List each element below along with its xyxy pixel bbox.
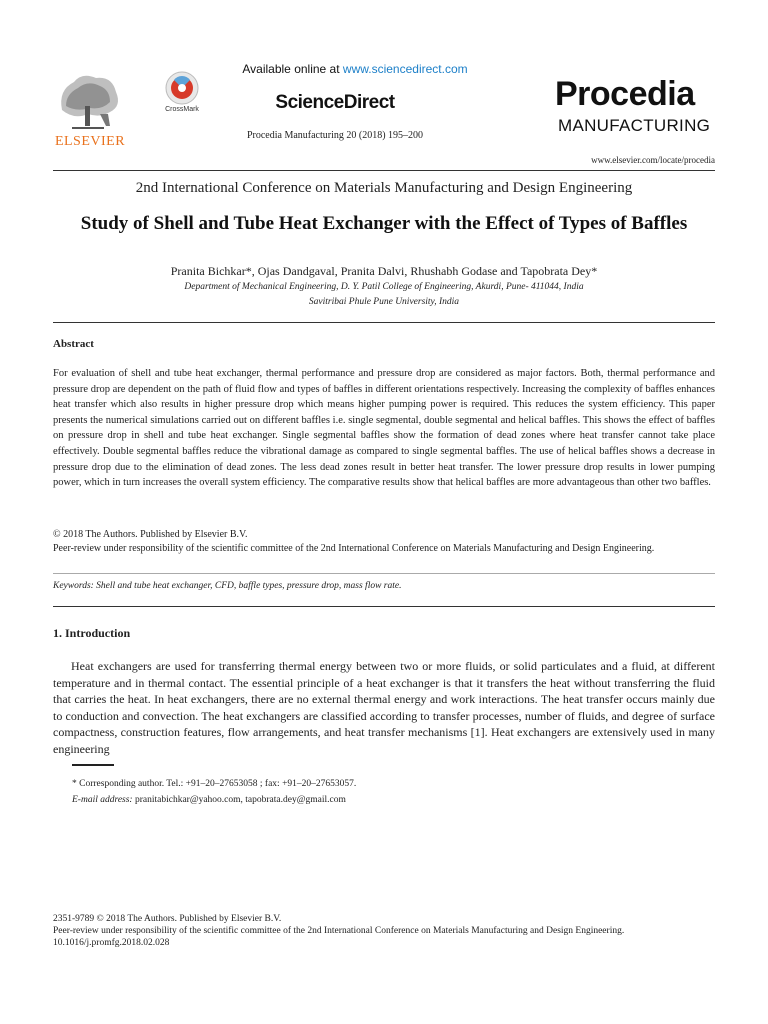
author-list: Pranita Bichkar*, Ojas Dandgaval, Pranita Dalvi, Rhushabh Godase and Tapobrata Dey* — [170, 264, 598, 278]
footnote-rule — [72, 764, 114, 766]
sciencedirect-logo: ScienceDirect — [275, 92, 395, 113]
procedia-logo-subtitle: MANUFACTURING — [558, 116, 711, 135]
email-note — [72, 792, 712, 808]
abstract-bottom-divider — [53, 606, 715, 607]
abstract-heading: Abstract — [53, 338, 94, 350]
sciencedirect-link[interactable]: www.sciencedirect.com — [342, 62, 468, 76]
crossmark-label: CrossMark — [165, 106, 199, 113]
footer-peer-review: Peer-review under responsibility of the scientific committee of the 2nd International Conference on Materials Manufacturing and Design Engineering. — [53, 926, 625, 936]
header-divider — [53, 170, 715, 171]
abstract-top-divider — [53, 322, 715, 323]
journal-reference: Procedia Manufacturing 20 (2018) 195–200 — [246, 130, 424, 141]
introduction-body: Heat exchangers are used for transferring thermal energy between two or more fluids, or solid particulates and a fluid, at different temperature and in thermal contact. The essential principle of a heat exchanger is that it transfers the heat without transferring the fluid that carries the heat. In heat exchangers, there are no external thermal energy and work interactions. The heat transfer occurs mainly due to conduction and convection. The heat exchangers are classified according to transfer processes, number of fluids, and degree of surface compactness, construction features, flow arrangements, and heat transfer mechanisms [1]. Heat exchangers are extensively used in many engineering — [53, 659, 715, 756]
peer-review-note: Peer-review under responsibility of the scientific committee of the 2nd International Conference on Materials Manufacturing and Design Engineering. — [53, 543, 655, 554]
email-label: E-mail address: — [72, 795, 133, 805]
bottom-matter — [53, 913, 715, 949]
section-heading-introduction: 1. Introduction — [53, 626, 131, 640]
paper-title: Study of Shell and Tube Heat Exchanger with the Effect of Types of Baffles — [80, 213, 688, 234]
elsevier-wordmark: ELSEVIER — [54, 134, 126, 149]
copyright-notice — [53, 528, 715, 556]
procedia-logo: Procedia — [555, 75, 695, 113]
available-online — [215, 62, 495, 76]
footnotes — [72, 776, 712, 808]
keywords: Keywords: Shell and tube heat exchanger, CFD, baffle types, pressure drop, mass flow rate. — [53, 581, 402, 591]
doi[interactable]: 10.1016/j.promfg.2018.02.028 — [53, 938, 170, 948]
available-prefix: Available online at — [242, 62, 343, 76]
elsevier-tree-logo — [52, 70, 124, 132]
conference-name: 2nd International Conference on Materials Manufacturing and Design Engineering — [135, 180, 633, 196]
journal-url[interactable]: www.elsevier.com/locate/procedia — [591, 155, 715, 165]
copyright-line: © 2018 The Authors. Published by Elsevier B.V. — [53, 529, 248, 540]
affiliation-line-2: Savitribai Phule Pune University, India — [308, 297, 460, 307]
keywords-top-divider — [53, 573, 715, 574]
corresponding-author-note: * Corresponding author. Tel.: +91–20–27653058 ; fax: +91–20–27653057. — [72, 779, 357, 789]
affiliation-line-1: Department of Mechanical Engineering, D. Y. Patil College of Engineering, Akurdi, Pune- 411044, India — [184, 282, 584, 292]
abstract-body: For evaluation of shell and tube heat exchanger, thermal performance and pressure drop are considered as major factors. Both, thermal performance and pressure drop are dependent on the path of fluid flow and types of baffles in different orientations respectively. Increasing the complexity of baffles enhances heat transfer which also results in higher pressure drop which means higher pumping power is required. This reduces the system efficiency. This paper presents the numerical simulations carried out on different baffles i.e. single segmental, double segmental and helical baffles. This shows the effect of baffles on pressure drop in shell and tube heat exchanger. Single segmental baffles show the formation of dead zones where heat transfer cannot take place effectively. Double segmental baffles reduce the vibrational damage as compared to single segmental baffles. The use of helical baffles shows a decrease in pressure drop due to the elimination of dead zones. The less dead zones result in better heat transfer. The lower pressure drop results in lower pumping power, which in turn increases the overall system efficiency. The comparative results show that helical baffles are more advantageous than other two baffles. — [53, 368, 715, 489]
issn-line: 2351-9789 © 2018 The Authors. Published by Elsevier B.V. — [53, 914, 282, 924]
email-addresses[interactable]: pranitabichkar@yahoo.com, tapobrata.dey@gmail.com — [132, 795, 346, 805]
affiliation — [50, 280, 718, 310]
